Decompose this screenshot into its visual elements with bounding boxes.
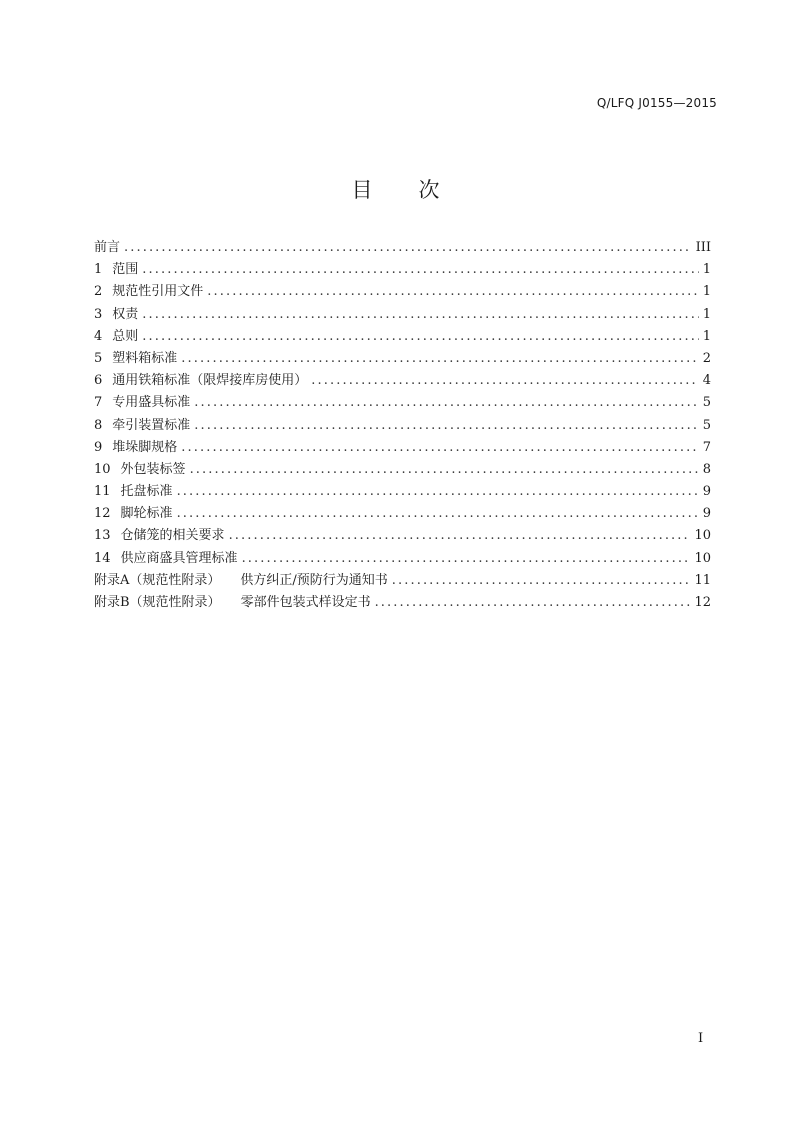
toc-entry[interactable] xyxy=(94,414,711,436)
toc-entry-number: 2 xyxy=(94,284,103,300)
toc-entry-label: 外包装标签 xyxy=(120,461,186,477)
toc-dot-leader xyxy=(392,573,691,588)
toc-dot-leader xyxy=(181,440,698,455)
toc-entry[interactable] xyxy=(94,458,711,480)
toc-entry-label: 规范性引用文件 xyxy=(112,284,204,300)
toc-entry-page: 4 xyxy=(702,373,711,389)
toc-entry-page: 9 xyxy=(702,506,711,522)
toc-entry-label: 供应商盛具管理标准 xyxy=(120,550,238,566)
toc-entry-number: 5 xyxy=(94,350,103,366)
toc-entry[interactable] xyxy=(94,325,711,347)
toc-dot-leader xyxy=(242,551,691,566)
toc-dot-leader xyxy=(311,373,698,388)
toc-entry-label: 牵引装置标准 xyxy=(112,417,191,433)
toc-dot-leader xyxy=(142,262,698,277)
toc-entry-label: 附录B（规范性附录） xyxy=(94,595,221,610)
toc-entry[interactable] xyxy=(94,569,711,591)
page-title xyxy=(0,174,793,204)
toc-entry-page: III xyxy=(695,240,711,255)
toc-entry-number: 3 xyxy=(94,306,103,322)
toc-entry-label: 堆垛脚规格 xyxy=(112,439,178,455)
toc-entry[interactable] xyxy=(94,502,711,524)
toc-dot-leader xyxy=(142,329,698,344)
toc-entry-label: 通用铁箱标准（限焊接库房使用） xyxy=(112,373,308,389)
toc-entry-label: 塑料箱标准 xyxy=(112,350,178,366)
title-part-2: 次 xyxy=(418,178,442,202)
toc-entry[interactable] xyxy=(94,391,711,413)
toc-entry-page: 7 xyxy=(702,439,711,455)
toc-dot-leader xyxy=(207,284,698,299)
toc-entry-number: 13 xyxy=(94,528,111,544)
toc-entry-label: 托盘标准 xyxy=(120,484,173,500)
toc-dot-leader xyxy=(124,240,692,255)
toc-entry[interactable] xyxy=(94,303,711,325)
toc-entry[interactable] xyxy=(94,369,711,391)
toc-entry-label: 附录A（规范性附录） xyxy=(94,572,221,588)
toc-entry-page: 1 xyxy=(702,306,711,322)
toc-entry-number: 6 xyxy=(94,373,103,389)
toc-entry-page: 11 xyxy=(694,572,711,588)
toc-dot-leader xyxy=(375,595,691,610)
toc-entry[interactable] xyxy=(94,258,711,280)
toc-entry-page: 5 xyxy=(702,395,711,411)
toc-entry-page: 1 xyxy=(702,284,711,300)
toc-entry-label: 总则 xyxy=(112,328,139,344)
toc-dot-leader xyxy=(142,307,698,322)
toc-entry-number: 7 xyxy=(94,395,103,411)
toc-entry[interactable] xyxy=(94,591,711,613)
toc-entry-number: 9 xyxy=(94,439,103,455)
toc-entry-label: 前言 xyxy=(94,240,121,255)
toc-entry-label: 脚轮标准 xyxy=(120,506,173,522)
toc-entry[interactable] xyxy=(94,436,711,458)
toc-dot-leader xyxy=(229,528,691,543)
toc-entry-label: 专用盛具标准 xyxy=(112,395,191,411)
toc-entry[interactable] xyxy=(94,547,711,569)
toc-entry-number: 4 xyxy=(94,328,103,344)
toc-entry[interactable] xyxy=(94,480,711,502)
toc-dot-leader xyxy=(190,462,699,477)
toc-entry-page: 5 xyxy=(702,417,711,433)
toc-entry-page: 9 xyxy=(702,484,711,500)
toc-entry-page: 1 xyxy=(702,328,711,344)
toc-entry-page: 10 xyxy=(694,528,711,544)
toc-entry-number: 12 xyxy=(94,506,111,522)
toc-entry-label: 范围 xyxy=(112,262,139,278)
toc-dot-leader xyxy=(194,395,698,410)
toc-entry-label: 仓储笼的相关要求 xyxy=(120,528,225,544)
title-part-1: 目 xyxy=(351,178,375,202)
toc-entry-subtitle: 零部件包装式样设定书 xyxy=(240,595,371,610)
toc-entry-page: 2 xyxy=(702,350,711,366)
toc-entry-page: 8 xyxy=(702,461,711,477)
toc-entry-number: 10 xyxy=(94,461,111,477)
toc-entry[interactable] xyxy=(94,280,711,302)
table-of-contents xyxy=(94,236,711,613)
toc-entry-page: 12 xyxy=(694,595,711,610)
toc-entry-label: 权责 xyxy=(112,306,139,322)
doc-code: Q/LFQ J0155—2015 xyxy=(596,96,717,110)
toc-entry-number: 11 xyxy=(94,484,111,500)
page-folio: I xyxy=(698,1031,704,1046)
toc-entry[interactable] xyxy=(94,524,711,546)
toc-entry[interactable] xyxy=(94,347,711,369)
toc-entry-number: 8 xyxy=(94,417,103,433)
toc-dot-leader xyxy=(181,351,698,366)
toc-entry-subtitle: 供方纠正/预防行为通知书 xyxy=(240,572,388,588)
toc-dot-leader xyxy=(194,418,698,433)
toc-dot-leader xyxy=(177,484,699,499)
toc-entry[interactable] xyxy=(94,236,711,258)
toc-entry-number: 1 xyxy=(94,262,103,278)
toc-entry-number: 14 xyxy=(94,550,111,566)
toc-entry-page: 1 xyxy=(702,262,711,278)
toc-entry-page: 10 xyxy=(694,550,711,566)
toc-dot-leader xyxy=(177,506,699,521)
